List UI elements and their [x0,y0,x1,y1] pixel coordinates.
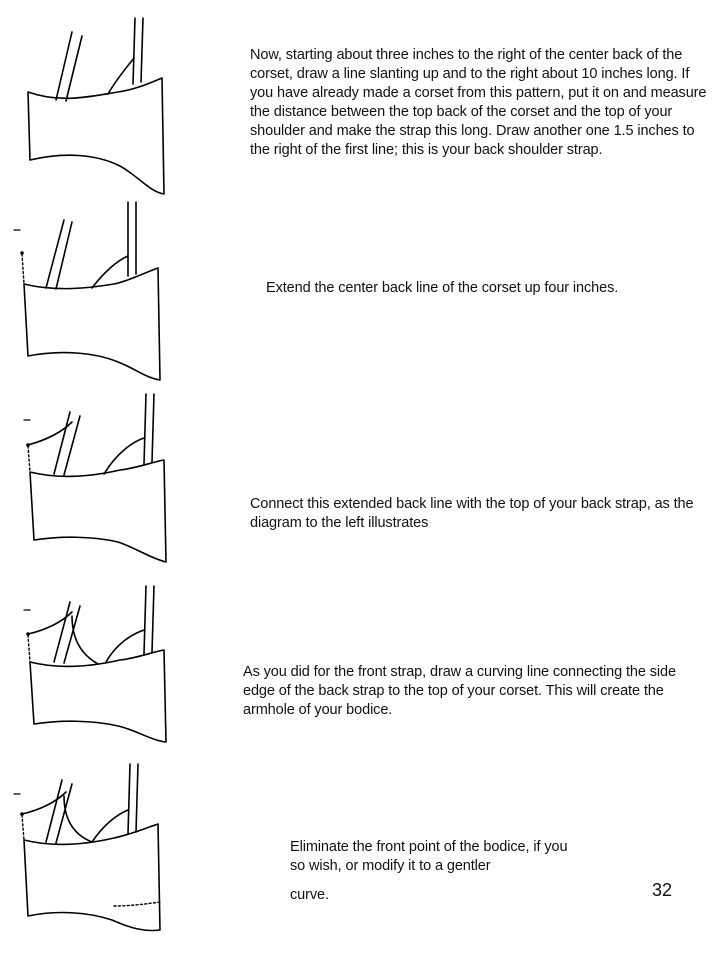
diagram-step-2 [0,196,200,396]
page-number: 32 [652,880,673,900]
step-5-text: Eliminate the front point of the bodice, if you so wish, or modify it to a gentler [290,839,568,874]
step-3-text: Connect this extended back line with the top of your back strap, as the diagram to the left illustrates [250,496,694,531]
diagram-step-1 [0,0,200,200]
diagram-step-3 [0,388,200,588]
step-5-text-end: curve. [290,887,329,903]
step-4-text: As you did for the front strap, draw a curving line connecting the side edge of the back strap to the top of your corset. This will create the armhole of your bodice. [243,664,676,718]
step-1-text: Now, starting about three inches to the right of the center back of the corset, draw a line slanting up and to the right about 10 inches long. If you have already made a corset from this pattern, put it on and measure the distance between the top back of the corset and the top of your shoulder and make the strap this long. Draw another one 1.5 inches to the right of the first line; this is your back shoulder strap. [250,47,707,158]
diagram-step-5 [0,760,200,960]
diagram-step-4 [0,582,200,782]
step-2-text: Extend the center back line of the corset up four inches. [266,280,619,296]
